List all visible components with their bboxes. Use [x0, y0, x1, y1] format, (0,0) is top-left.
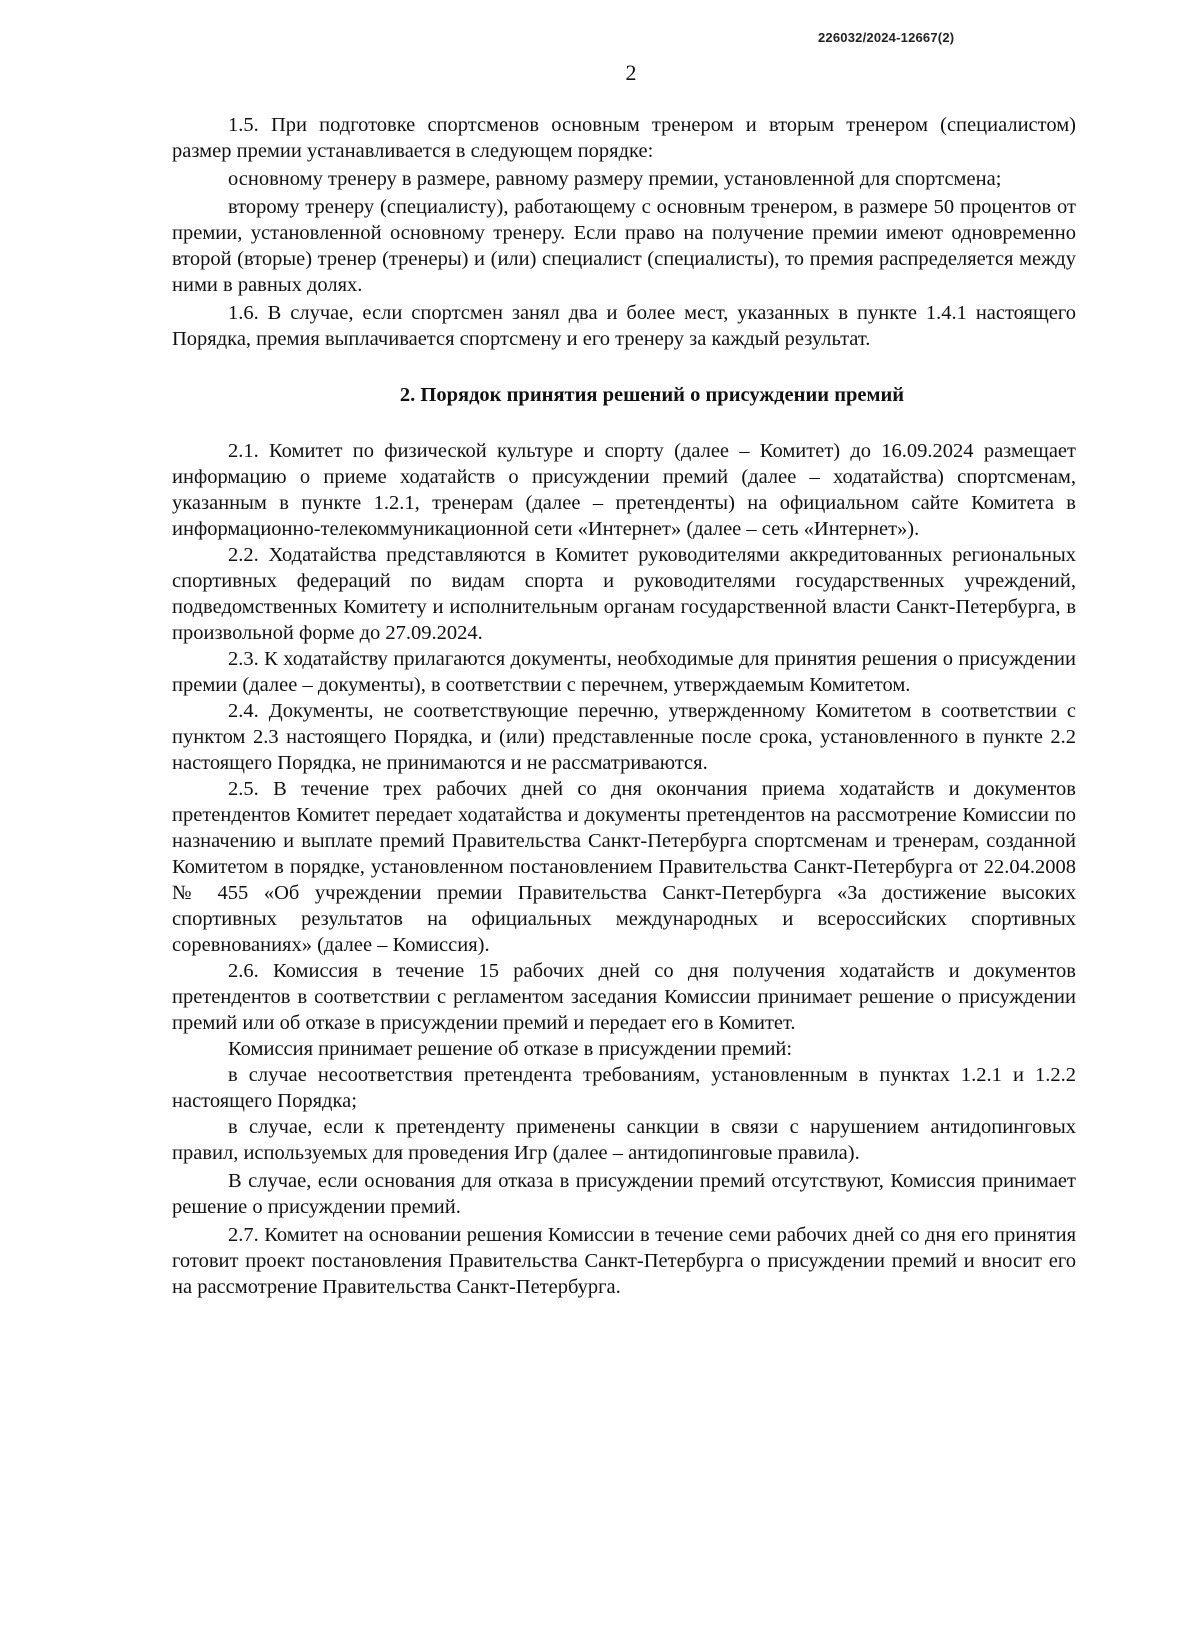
paragraph-refusal-intro: Комиссия принимает решение об отказе в присуждении премий:	[228, 1038, 793, 1060]
paragraph-1-6: 1.6. В случае, если спортсмен занял два и более мест, указанных в пункте 1.4.1 настоящего Порядка, премия выплачивается спортсмену и его тренеру за каждый результат.	[172, 302, 1076, 350]
paragraph-award-decision: В случае, если основания для отказа в присуждении премий отсутствуют, Комиссия принимает решение о присуждении премий.	[172, 1170, 1076, 1218]
paragraph-second-coach: второму тренеру (специалисту), работающему с основным тренером, в размере 50 процентов от премии, установленной основному тренеру. Если право на получение премии имеют одновременно второй (вторые) тренер (тренеры) и (или) специалист (специалисты), то премия распределяется между ними в равных долях.	[172, 196, 1076, 296]
document-number: 226032/2024-12667(2)	[818, 30, 955, 45]
document-body	[172, 112, 1076, 1300]
paragraph-2-7: 2.7. Комитет на основании решения Комиссии в течение семи рабочих дней со дня его принятия готовит проект постановления Правительства Санкт-Петербурга о присуждении премий и вносит его на рассмотрение Правительства Санкт-Петербурга.	[172, 1224, 1076, 1298]
paragraph-2-3: 2.3. К ходатайству прилагаются документы, необходимые для принятия решения о присуждении премии (далее – документы), в соответствии с перечнем, утверждаемым Комитетом.	[172, 648, 1076, 696]
page-number: 2	[625, 60, 637, 85]
paragraph-refusal-reason-1: в случае несоответствия претендента требованиям, установленным в пунктах 1.2.1 и 1.2.2 настоящего Порядка;	[172, 1064, 1076, 1112]
paragraph-2-4: 2.4. Документы, не соответствующие перечню, утвержденному Комитетом в соответствии с пунктом 2.3 настоящего Порядка, и (или) представленные после срока, установленного в пункте 2.2 настоящего Порядка, не принимаются и не рассматриваются.	[172, 700, 1076, 774]
paragraph-2-1: 2.1. Комитет по физической культуре и спорту (далее – Комитет) до 16.09.2024 размещает информацию о приеме ходатайств о присуждении премий (далее – ходатайства) спортсменам, указанным в пункте 1.2.1, тренерам (далее – претенденты) на официальном сайте Комитета в информационно-телекоммуникационной сети «Интернет» (далее – сеть «Интернет»).	[172, 440, 1076, 540]
paragraph-1-5: 1.5. При подготовке спортсменов основным тренером и вторым тренером (специалистом) размер премии устанавливается в следующем порядке:	[172, 114, 1076, 162]
section-2-heading: 2. Порядок принятия решений о присуждении премий	[399, 384, 905, 406]
paragraph-2-6: 2.6. Комиссия в течение 15 рабочих дней со дня получения ходатайств и документов претендентов в соответствии с регламентом заседания Комиссии принимает решение о присуждении премий или об отказе в присуждении премий и передает его в Комитет.	[172, 960, 1076, 1034]
paragraph-main-coach: основному тренеру в размере, равному размеру премии, установленной для спортсмена;	[228, 168, 1002, 190]
paragraph-2-5: 2.5. В течение трех рабочих дней со дня окончания приема ходатайств и документов претендентов Комитет передает ходатайства и документы претендентов на рассмотрение Комиссии по назначению и выплате премий Правительства Санкт-Петербурга спортсменам и тренерам, созданной Комитетом в порядке, установленном постановлением Правительства Санкт-Петербурга от 22.04.2008 № 455 «Об учреждении премии Правительства Санкт-Петербурга «За достижение высоких спортивных результатов на официальных международных и всероссийских спортивных соревнованиях» (далее – Комиссия).	[172, 778, 1076, 956]
paragraph-refusal-reason-2: в случае, если к претенденту применены санкции в связи с нарушением антидопинговых правил, используемых для проведения Игр (далее – антидопинговые правила).	[172, 1116, 1076, 1164]
paragraph-2-2: 2.2. Ходатайства представляются в Комитет руководителями аккредитованных региональных спортивных федераций по видам спорта и руководителями государственных учреждений, подведомственных Комитету и исполнительным органам государственной власти Санкт-Петербурга, в произвольной форме до 27.09.2024.	[172, 544, 1076, 644]
